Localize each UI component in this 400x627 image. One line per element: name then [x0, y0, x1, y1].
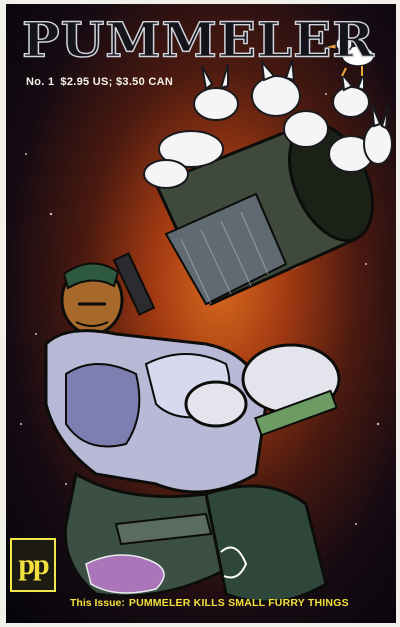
issue-price-line: [26, 76, 173, 88]
tagline-text: PUMMELER KILLS SMALL FURRY THINGS: [128, 597, 349, 609]
publisher-logo: pp: [10, 538, 56, 592]
cover-price: $2.95 US; $3.50 CAN: [60, 76, 174, 88]
comic-title: PUMMELER: [22, 12, 375, 69]
issue-number: No. 1: [26, 76, 55, 88]
tagline-label: This Issue:: [70, 597, 125, 609]
cover-artwork: [6, 4, 396, 623]
pummeler-figure: [46, 263, 339, 602]
cover-illustration: [6, 4, 396, 623]
issue-tagline: [70, 597, 349, 609]
